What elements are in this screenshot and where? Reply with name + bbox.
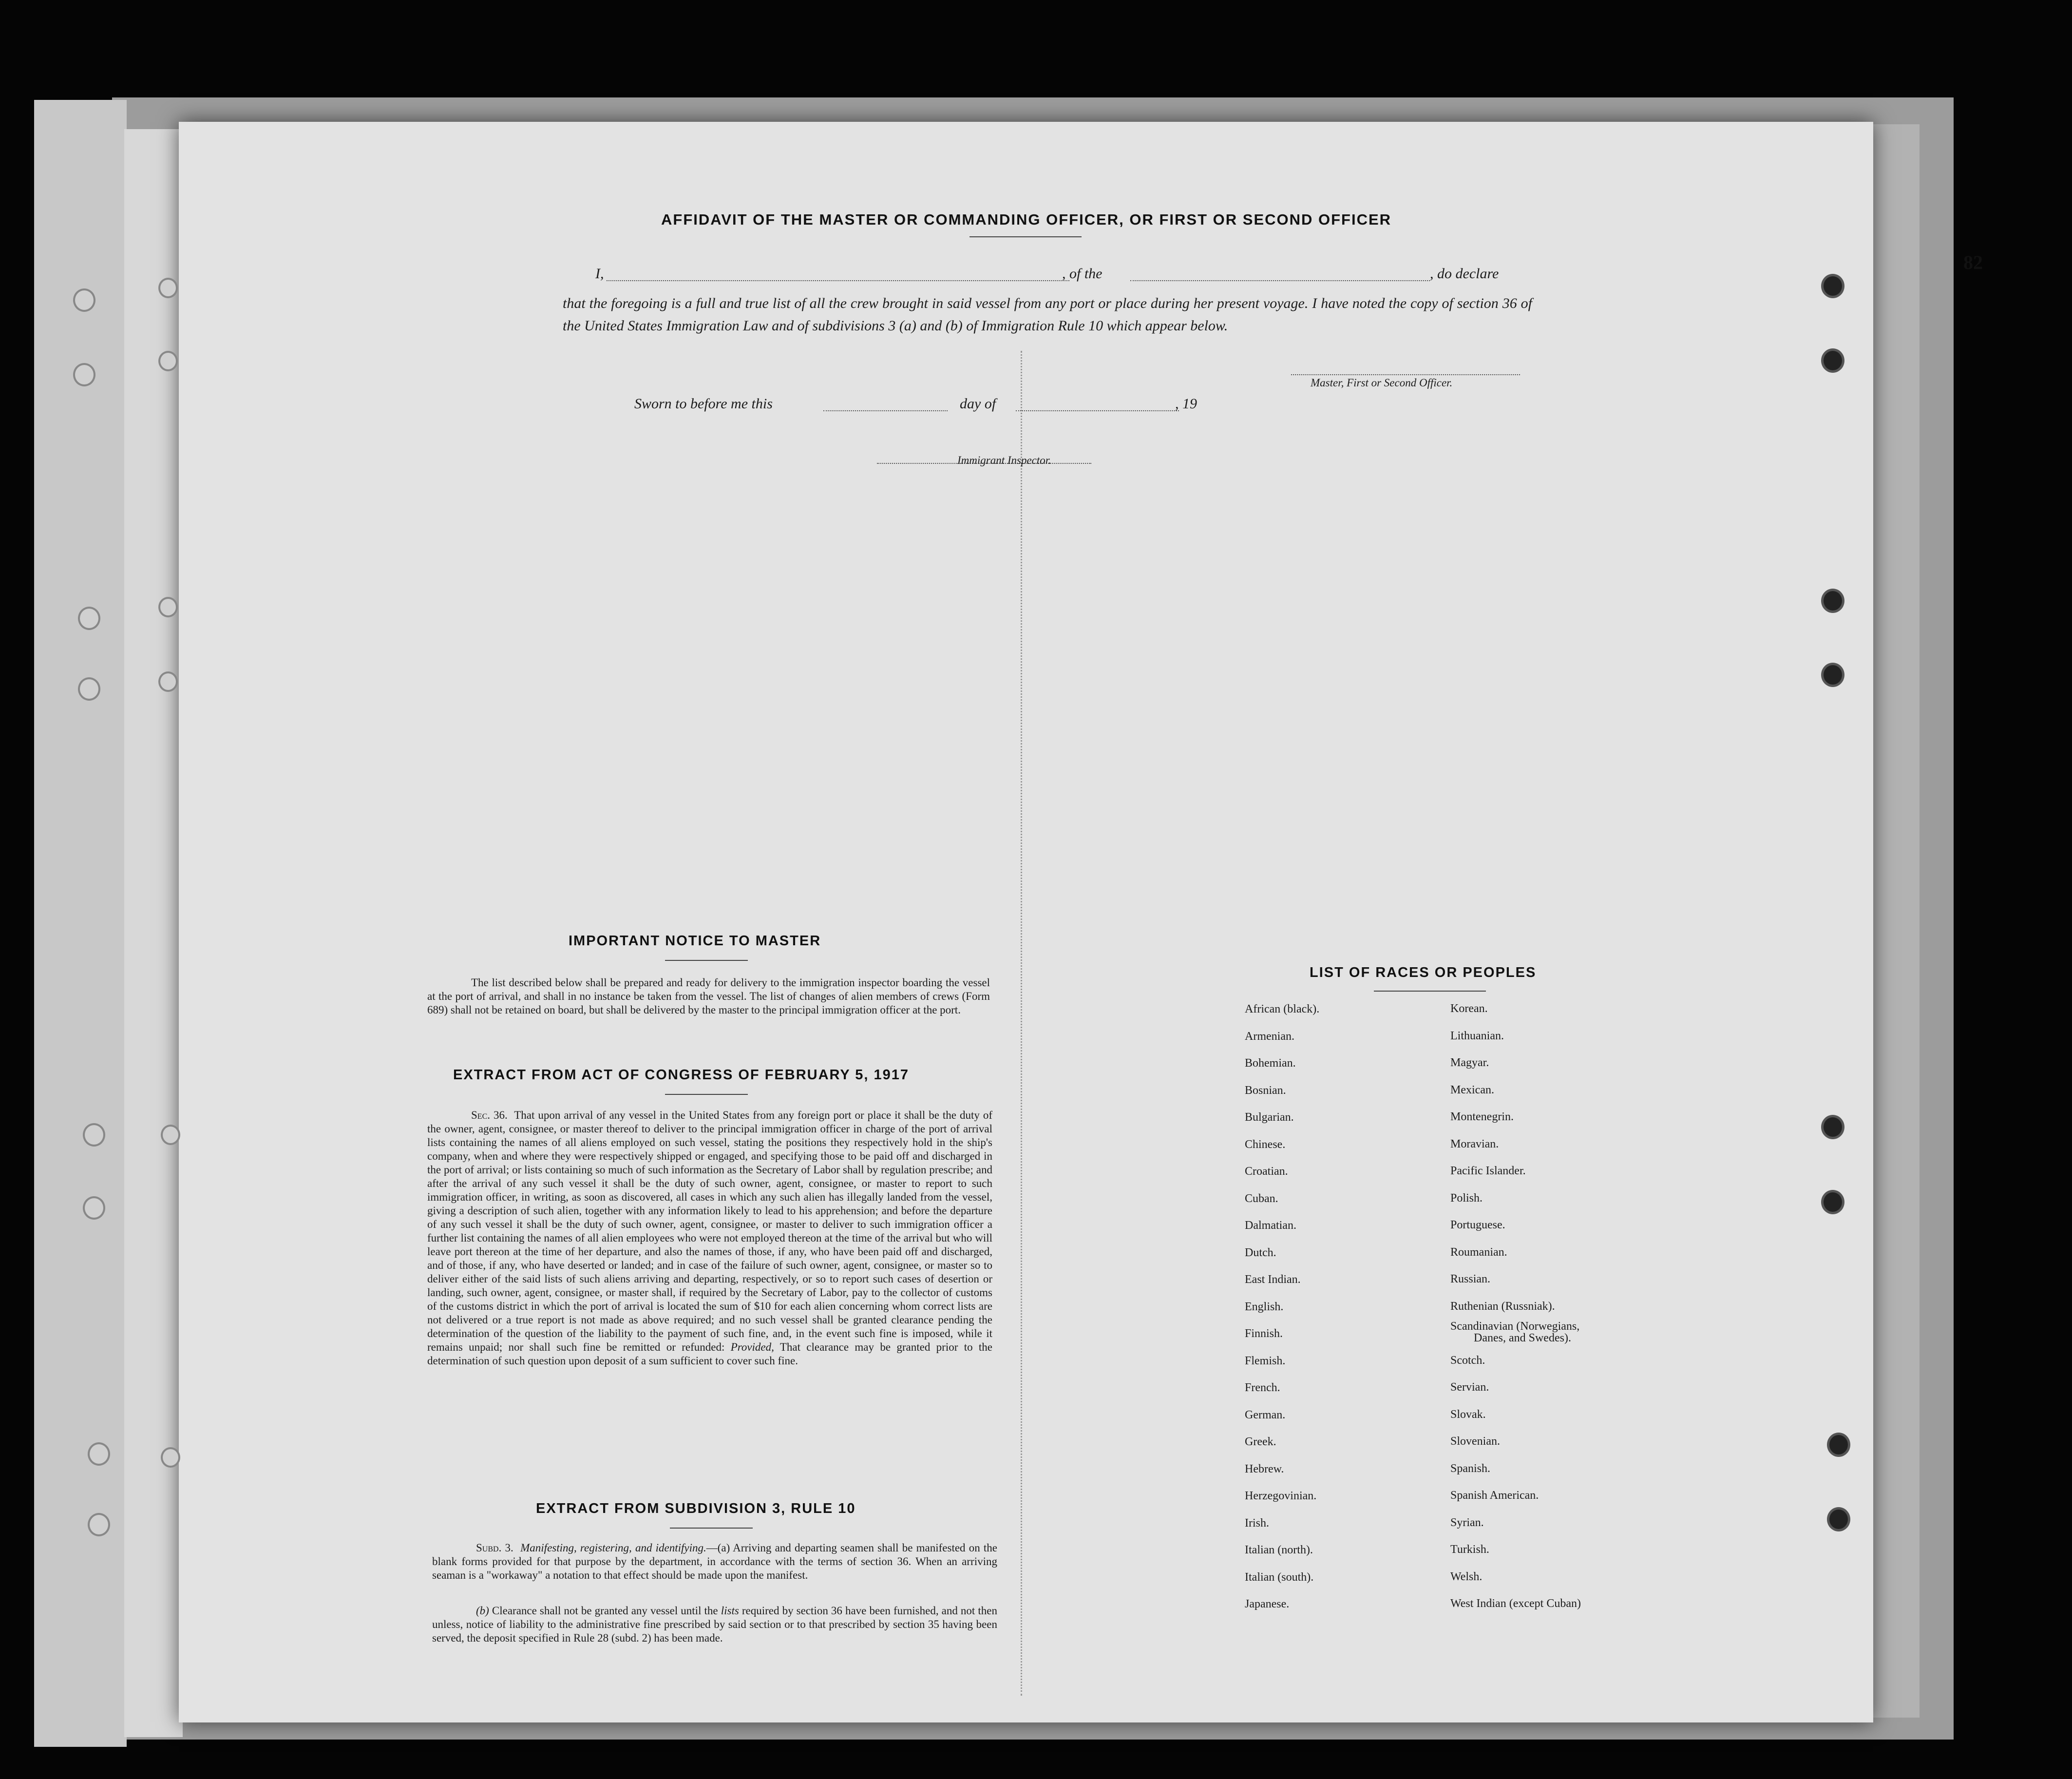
para-a-text: —(a) Arriving and departing seamen shall be manifested on the blank forms provided for that purpose by the department, in accordance with the terms of section 36. When an arriving seaman is a "workaway" a notation to that effect should be made upon the manifest. — [432, 1542, 998, 1581]
race-right-entry: Scandinavian (Norwegians, Danes, and Swedes). — [1450, 1320, 1580, 1344]
binder-hole-icon — [78, 607, 100, 630]
race-left-entry: Finnish. — [1245, 1327, 1283, 1340]
race-left-entry: Italian (south). — [1245, 1570, 1314, 1584]
race-right-entry: Servian. — [1450, 1381, 1489, 1394]
sworn-month-blank-line — [1016, 410, 1179, 411]
rule-extract-title: EXTRACT FROM SUBDIVISION 3, RULE 10 — [536, 1501, 856, 1516]
race-left-entry: Greek. — [1245, 1435, 1276, 1448]
race-right-entry: Russian. — [1450, 1273, 1491, 1285]
race-row — [1245, 1409, 1683, 1436]
race-right-entry: Mexican. — [1450, 1083, 1494, 1096]
race-right-entry: Scotch. — [1450, 1354, 1485, 1367]
race-row — [1245, 1381, 1683, 1409]
binder-hole-icon — [1821, 348, 1844, 373]
race-row — [1245, 1517, 1683, 1544]
race-left-entry: Japanese. — [1245, 1598, 1290, 1610]
race-right-entry: Slovenian. — [1450, 1435, 1500, 1448]
para-b-label: (b) — [476, 1605, 489, 1617]
race-left-entry: Bosnian. — [1245, 1084, 1286, 1097]
affidavit-title: AFFIDAVIT OF THE MASTER OR COMMANDING OFFICER, OR FIRST OR SECOND OFFICER — [661, 211, 1392, 228]
race-left-entry: African (black). — [1245, 1003, 1320, 1015]
binder-hole-icon — [161, 1447, 180, 1468]
races-title-rule — [1374, 991, 1486, 992]
race-row — [1245, 1165, 1683, 1192]
race-left-entry: Croatian. — [1245, 1165, 1288, 1178]
race-row — [1245, 1057, 1683, 1084]
race-right-entry: Turkish. — [1450, 1543, 1489, 1556]
race-right-entry: Korean. — [1450, 1002, 1488, 1015]
race-left-entry: Hebrew. — [1245, 1462, 1284, 1475]
race-left-entry: German. — [1245, 1408, 1286, 1421]
binder-hole-icon — [1821, 1190, 1844, 1214]
proviso-label: Provided, — [730, 1341, 774, 1353]
subdivision-heading: Manifesting, registering, and identifying. — [520, 1542, 706, 1554]
race-right-entry: West Indian (except Cuban) — [1450, 1597, 1581, 1610]
race-left-entry: Dalmatian. — [1245, 1219, 1296, 1232]
binder-hole-icon — [158, 351, 178, 371]
race-right-entry: Spanish American. — [1450, 1489, 1539, 1502]
affidavit-body: that the foregoing is a full and true list of all the crew brought in said vessel from any port or place during her present voyage. I have noted the copy of section 36 of the United States Immigration Law and of subdivisions 3 (a) and (b) of Immigration Rule 10 which appear below. — [563, 295, 1532, 334]
race-row — [1245, 1463, 1683, 1490]
race-left-entry: Cuban. — [1245, 1192, 1278, 1205]
act-extract-text — [427, 1109, 992, 1368]
binder-hole-icon — [1827, 1507, 1850, 1531]
race-left-entry: East Indian. — [1245, 1273, 1301, 1286]
binder-hole-icon — [83, 1123, 105, 1147]
affidavit-title-rule — [969, 236, 1082, 237]
inspector-caption: Immigrant Inspector. — [957, 454, 1051, 466]
binder-hole-icon — [88, 1513, 110, 1536]
master-signature-caption: Master, First or Second Officer. — [1311, 377, 1453, 389]
page-fold — [1021, 351, 1022, 1696]
race-right-entry: Syrian. — [1450, 1516, 1484, 1529]
race-row — [1245, 1571, 1683, 1598]
affidavit-of-the-label: , of the — [1062, 266, 1103, 282]
race-row — [1245, 1246, 1683, 1274]
race-left-entry: Armenian. — [1245, 1030, 1294, 1043]
race-row — [1245, 1544, 1683, 1571]
subdivision-label: Subd. 3. — [476, 1542, 513, 1554]
race-left-entry: Dutch. — [1245, 1246, 1276, 1259]
race-left-entry: Bohemian. — [1245, 1057, 1296, 1070]
races-list — [1245, 1003, 1683, 1625]
binder-hole-icon — [1827, 1433, 1850, 1457]
race-right-entry: Montenegrin. — [1450, 1110, 1514, 1123]
race-right-entry: Magyar. — [1450, 1056, 1489, 1069]
para-b-post: required by section 36 have been furnished, and not then unless, notice of liability to the administrative fine prescribed by said section or to that prescribed by section 35 having been served, the deposit specified in Rule 28 (subd. 2) has been made. — [432, 1605, 998, 1644]
page-number: 82 — [1963, 251, 1983, 273]
race-right-entry: Welsh. — [1450, 1570, 1483, 1583]
race-right-entry: Polish. — [1450, 1191, 1483, 1205]
race-row — [1245, 1138, 1683, 1166]
master-signature-line — [1291, 374, 1520, 375]
race-row — [1245, 1273, 1683, 1301]
race-left-entry: Herzegovinian. — [1245, 1490, 1317, 1502]
affidavit-i-label: I, — [595, 266, 604, 282]
race-row — [1245, 1490, 1683, 1517]
race-right-entry: Ruthenian (Russniak). — [1450, 1300, 1555, 1313]
binder-hole-icon — [158, 671, 178, 692]
binder-hole-icon — [83, 1196, 105, 1220]
race-row — [1245, 1192, 1683, 1220]
section-36-text: That upon arrival of any vessel in the United States from any foreign port or place it shall be the duty of the owner, agent, consignee, or master thereof to deliver to the principal immigration officer in charge of the port of arrival lists containing the names of all aliens employed on such vessel, stating the positions they respectively hold in the ship's company, when and where they were respectively shipped or engaged, and specifying those to be paid off and discharged in the port of arrival; or lists containing so much of such information as the Secretary of Labor shall by regulation prescribe; and after the arrival of any such vessel it shall be the duty of such owner, agent, consignee, or master to report to such immigration officer, in writing, as soon as discovered, all cases in which any such alien has illegally landed from the vessel, giving a description of such alien, together with any information likely to lead to his apprehension; and before the departure of any such vessel it shall be the duty of such owner, agent, consignee, or master to deliver to such immigration officer a further list containing the names of all alien employees who were not employed thereon at the time of the arrival but who will leave port thereon at the time of her departure, and also the names of those, if any, who have been paid off and discharged, and of those, if any, who have deserted or landed; and in case of the failure of such owner, agent, consignee, or master so to deliver either of the said lists of such aliens arriving and departing, respectively, or so to report such cases of desertion or landing, such owner, agent, consignee, or master shall, if required by the Secretary of Labor, pay to the collector of customs of the customs district in which the port of arrival is located the sum of $10 for each alien concerning whom correct lists are not delivered or a true report is not made as above required; and no such vessel shall be granted clearance pending the determination of the question of the liability to the payment of such fine, and, in the event such fine is imposed, while it remains unpaid; nor shall such fine be remitted or refunded: — [427, 1109, 992, 1353]
rule-extract-para-a — [432, 1541, 997, 1582]
race-row — [1245, 1355, 1683, 1382]
sworn-label: Sworn to before me this — [634, 396, 773, 412]
binder-hole-icon — [88, 1442, 110, 1466]
proviso-text: That clearance may be granted prior to the determination of such question upon deposit of a sum sufficient to cover such fine. — [427, 1341, 993, 1367]
binder-hole-icon — [161, 1125, 180, 1145]
race-row — [1245, 1598, 1683, 1625]
act-extract-title-rule — [665, 1094, 748, 1095]
sworn-day-blank-line — [823, 410, 948, 411]
binder-hole-icon — [1821, 663, 1844, 687]
rule-extract-para-b — [432, 1604, 997, 1645]
race-left-entry: English. — [1245, 1300, 1284, 1313]
races-title: LIST OF RACES OR PEOPLES — [1310, 965, 1537, 980]
binder-hole-icon — [158, 597, 178, 617]
vessel-blank-line — [1130, 280, 1430, 281]
race-right-entry: Roumanian. — [1450, 1245, 1507, 1259]
race-row — [1245, 1435, 1683, 1463]
day-of-label: day of — [960, 396, 996, 412]
binder-hole-icon — [1821, 274, 1844, 298]
race-left-entry: Flemish. — [1245, 1354, 1286, 1367]
binder-hole-icon — [78, 677, 100, 701]
race-left-entry: French. — [1245, 1381, 1280, 1394]
affidavit-do-declare-label: , do declare — [1430, 266, 1499, 282]
race-left-entry: Irish. — [1245, 1516, 1269, 1530]
binder-hole-icon — [1821, 1115, 1844, 1139]
para-b-lists: lists — [721, 1605, 739, 1617]
race-row — [1245, 1003, 1683, 1030]
race-left-entry: Chinese. — [1245, 1138, 1286, 1151]
race-row — [1245, 1219, 1683, 1246]
race-left-entry: Bulgarian. — [1245, 1111, 1294, 1124]
race-right-entry: Moravian. — [1450, 1137, 1499, 1150]
para-b-pre: Clearance shall not be granted any vessel until the — [492, 1605, 718, 1617]
race-row — [1245, 1084, 1683, 1111]
left-page-inner — [124, 129, 183, 1737]
race-row — [1245, 1111, 1683, 1138]
race-right-entry: Spanish. — [1450, 1462, 1491, 1475]
race-right-entry: Lithuanian. — [1450, 1029, 1504, 1042]
binder-hole-icon — [73, 363, 95, 386]
section-label: Sec. 36. — [471, 1109, 508, 1121]
rule-extract-title-rule — [670, 1528, 753, 1529]
binder-hole-icon — [73, 288, 95, 312]
year-label: , 19 — [1175, 396, 1197, 412]
race-row — [1245, 1320, 1683, 1355]
notice-text: The list described below shall be prepared and ready for delivery to the immigration inspector boarding the vessel at the port of arrival, and shall in no instance be taken from the vessel. The list of changes of alien members of crews (Form 689) shall not be retained on board, but shall be delivered by the master to the principal immigration officer at the port. — [427, 976, 990, 1016]
left-page-edge — [34, 100, 127, 1747]
race-right-entry: Pacific Islander. — [1450, 1165, 1526, 1177]
notice-title-rule — [665, 960, 748, 961]
race-right-entry: Portuguese. — [1450, 1219, 1505, 1231]
binder-hole-icon — [158, 278, 178, 298]
binder-hole-icon — [1821, 589, 1844, 613]
race-left-entry: Italian (north). — [1245, 1544, 1313, 1556]
race-row — [1245, 1030, 1683, 1057]
notice-title: IMPORTANT NOTICE TO MASTER — [569, 933, 821, 949]
race-right-entry: Slovak. — [1450, 1408, 1486, 1421]
name-blank-line — [607, 280, 1069, 281]
act-extract-title: EXTRACT FROM ACT OF CONGRESS OF FEBRUARY 5, 1917 — [453, 1067, 910, 1083]
